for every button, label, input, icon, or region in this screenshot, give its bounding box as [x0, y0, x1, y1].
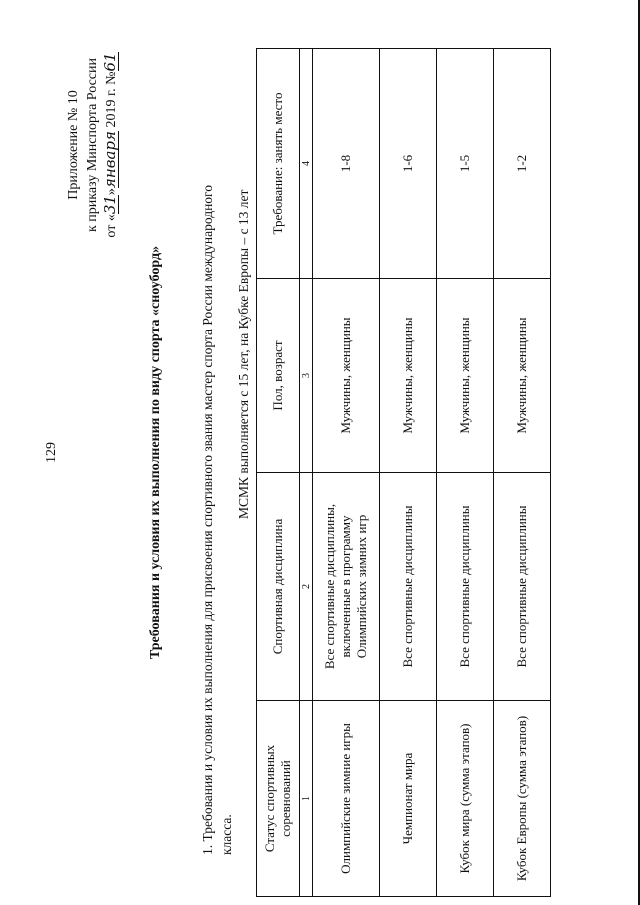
- date-quote-close: »: [104, 188, 119, 196]
- table-row: [494, 49, 551, 897]
- cell-requirement: 1-6: [380, 49, 437, 279]
- header-discipline: Спортивная дисциплина: [257, 473, 300, 701]
- table-row: [437, 49, 494, 897]
- table-row: [313, 49, 380, 897]
- column-number: 4: [300, 49, 313, 279]
- order-number: 61: [101, 52, 119, 72]
- cell-requirement: 1-5: [437, 49, 494, 279]
- date-month: января: [101, 131, 119, 189]
- appendix-label: Приложение № 10: [66, 90, 81, 200]
- cell-status: Чемпионат мира: [380, 701, 437, 897]
- cell-gender-age: Мужчины, женщины: [313, 279, 380, 473]
- cell-discipline: Все спортивные дисциплины: [494, 473, 551, 701]
- cell-gender-age: Мужчины, женщины: [380, 279, 437, 473]
- table-header-row: [257, 49, 300, 897]
- order-date-line: [102, 25, 121, 265]
- table-note: МСМК выполняется с 15 лет, на Кубке Европы – с 13 лет: [236, 189, 251, 519]
- page-number: 129: [44, 442, 59, 463]
- cell-requirement: 1-2: [494, 49, 551, 279]
- cell-status: Олимпийские зимние игры: [313, 701, 380, 897]
- date-prefix: от «: [104, 214, 119, 238]
- cell-discipline: Все спортивные дисциплины, включенные в программу Олимпийских зимних игр: [313, 473, 380, 701]
- cell-discipline: Все спортивные дисциплины: [437, 473, 494, 701]
- cell-requirement: 1-8: [313, 49, 380, 279]
- requirements-table: [256, 48, 551, 897]
- column-number: 3: [300, 279, 313, 473]
- date-year: 2019 г. №: [104, 71, 119, 132]
- document-title: Требования и условия их выполнения по виду спорта «сноуборд»: [148, 245, 163, 660]
- header-requirement: Требование: занять место: [257, 49, 300, 279]
- cell-gender-age: Мужчины, женщины: [437, 279, 494, 473]
- header-gender-age: Пол, возраст: [257, 279, 300, 473]
- column-number: 1: [300, 701, 313, 897]
- column-number-row: [300, 49, 313, 897]
- section-paragraph: 1. Требования и условия их выполнения для присвоения спортивного звания мастер спорта России международного класса.: [200, 185, 234, 855]
- order-reference: к приказу Минспорта России: [85, 58, 100, 232]
- cell-discipline: Все спортивные дисциплины: [380, 473, 437, 701]
- cell-status: Кубок мира (сумма этапов): [437, 701, 494, 897]
- cell-gender-age: Мужчины, женщины: [494, 279, 551, 473]
- date-day: 31: [101, 195, 119, 215]
- cell-status: Кубок Европы (сумма этапов): [494, 701, 551, 897]
- header-status: Статус спортивных соревнований: [257, 701, 300, 897]
- table-row: [380, 49, 437, 897]
- column-number: 2: [300, 473, 313, 701]
